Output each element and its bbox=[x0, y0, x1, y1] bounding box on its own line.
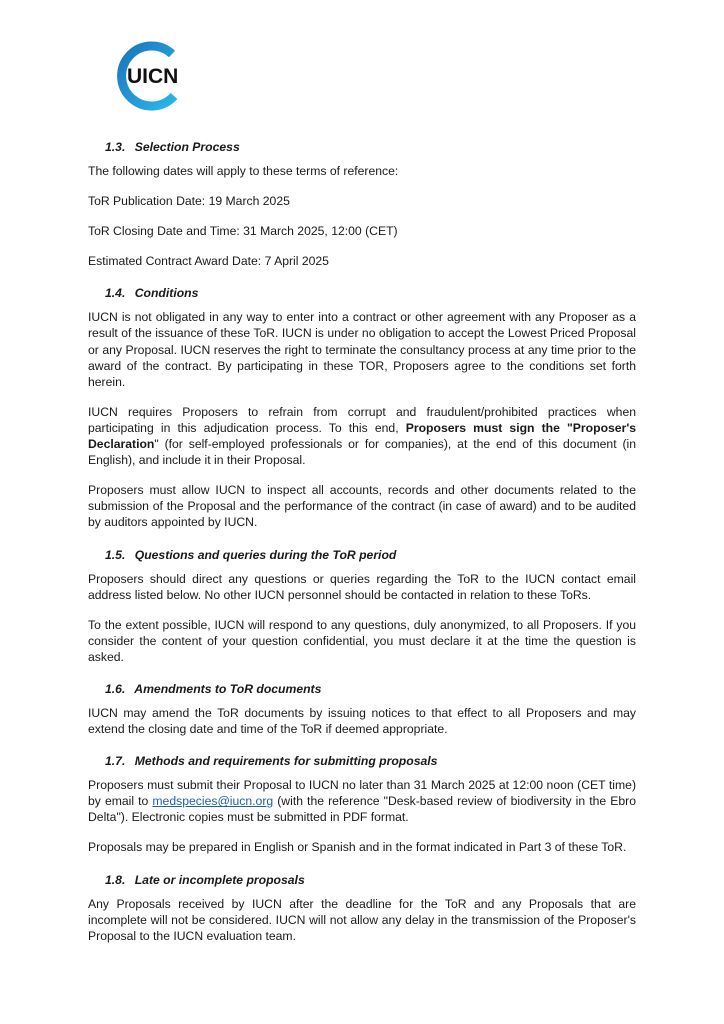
section-conditions bbox=[88, 285, 636, 530]
section-submitting bbox=[88, 753, 636, 855]
paragraph: Estimated Contract Award Date: 7 April 2025 bbox=[88, 254, 329, 269]
paragraph: Proposers should direct any questions or queries regarding the ToR to the IUCN contact email address listed below. No other IUCN personnel should be contacted in relation to these ToRs. bbox=[88, 571, 636, 602]
section-selection-process bbox=[88, 139, 636, 269]
uicn-logo bbox=[112, 40, 184, 112]
section-heading: 1.5. Questions and queries during the ToR period bbox=[105, 547, 397, 562]
paragraph: To the extent possible, IUCN will respond to any questions, duly anonymized, to all Proposers. If you consider the content of your question confidential, you must declare it at the time the question is asked. bbox=[88, 617, 636, 664]
section-heading: 1.4. Conditions bbox=[105, 286, 199, 301]
paragraph: Any Proposals received by IUCN after the deadline for the ToR and any Proposals that are incomplete will not be considered. IUCN will not allow any delay in the transmission of the Proposer's Proposal to the IUCN evaluation team. bbox=[88, 896, 636, 943]
section-questions bbox=[88, 547, 636, 665]
section-heading: 1.8. Late or incomplete proposals bbox=[105, 872, 305, 887]
paragraph: IUCN may amend the ToR documents by issuing notices to that effect to all Proposers and may extend the closing date and time of the ToR if deemed appropriate. bbox=[88, 705, 636, 737]
document-body bbox=[88, 139, 636, 958]
section-heading: 1.7. Methods and requirements for submitting proposals bbox=[105, 754, 438, 769]
paragraph: ToR Closing Date and Time: 31 March 2025, 12:00 (CET) bbox=[88, 224, 398, 239]
paragraph: Proposers must submit their Proposal to IUCN no later than 31 March 2025 at 12:00 noon (CET time) by email to medspecies@iucn.org (with the reference "Desk-based review of biodiversity in the Ebro Delta"). Electronic copies must be submitted in PDF format. bbox=[88, 778, 636, 825]
paragraph: The following dates will apply to these terms of reference: bbox=[88, 164, 399, 178]
logo-text: UICN bbox=[127, 65, 179, 88]
section-amendments bbox=[88, 681, 636, 737]
section-heading: 1.3. Selection Process bbox=[105, 140, 240, 154]
contact-email-link[interactable]: medspecies@iucn.org bbox=[152, 794, 274, 809]
paragraph: Proposals may be prepared in English or Spanish and in the format indicated in Part 3 of these ToR. bbox=[88, 840, 627, 855]
paragraph: ToR Publication Date: 19 March 2025 bbox=[88, 194, 290, 209]
section-late-proposals bbox=[88, 872, 636, 944]
paragraph: IUCN is not obligated in any way to enter into a contract or other agreement with any Proposer as a result of the issuance of these ToR. IUCN is under no obligation to accept the Lowest Priced Proposal or any Proposal. IUCN reserves the right to terminate the consultancy process at any time prior to the award of the contract. By participating in these TOR, Proposers agree to the conditions set forth herein. bbox=[88, 310, 636, 389]
paragraph: IUCN requires Proposers to refrain from corrupt and fraudulent/prohibited practices when participating in this adjudication process. To this end, Proposers must sign the "Proposer's Declaration" (for self-employed professionals or for companies), at the end of this document (in English), and include it in their Proposal. bbox=[88, 404, 636, 468]
paragraph: Proposers must allow IUCN to inspect all accounts, records and other documents related to the submission of the Proposal and the performance of the contract (in case of award) and to be audited by auditors appointed by IUCN. bbox=[88, 483, 636, 530]
uicn-logo-mark bbox=[112, 40, 184, 112]
section-heading: 1.6. Amendments to ToR documents bbox=[105, 681, 322, 696]
